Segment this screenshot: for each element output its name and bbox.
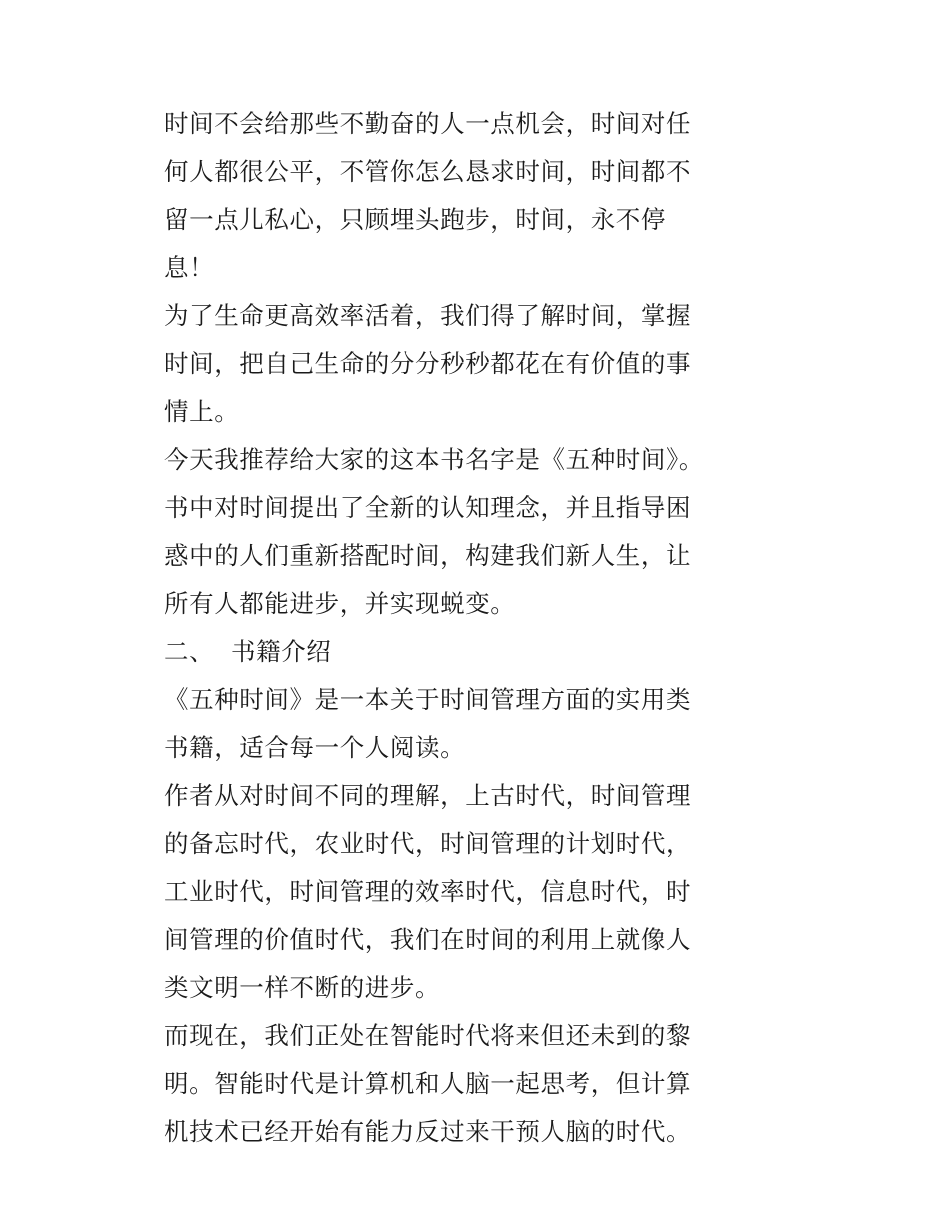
paragraph-book-summary: 《五种时间》是一本关于时间管理方面的实用类书籍，适合每一个人阅读。 <box>164 685 692 762</box>
section-heading-book-intro: 二、 书籍介绍 <box>164 637 332 666</box>
paragraph-book-recommendation: 今天我推荐给大家的这本书名字是《五种时间》。书中对时间提出了全新的认知理念，并且指导困惑中的人们重新搭配时间，构建我们新人生，让所有人都能进步，并实现蜕变。 <box>164 445 704 618</box>
paragraph-live-efficiently: 为了生命更高效率活着，我们得了解时间，掌握时间，把自己生命的分分秒秒都花在有价值的事情上。 <box>164 301 692 426</box>
paragraph-time-fairness: 时间不会给那些不勤奋的人一点机会，时间对任何人都很公平，不管你怎么恳求时间，时间都不留一点儿私心，只顾埋头跑步，时间，永不停息！ <box>164 109 692 282</box>
paragraph-time-eras: 作者从对时间不同的理解，上古时代，时间管理的备忘时代，农业时代，时间管理的计划时代，工业时代，时间管理的效率时代，信息时代，时间管理的价值时代，我们在时间的利用上就像人类文明一样不断的进步。 <box>164 781 692 1002</box>
document-body <box>164 100 712 1156</box>
paragraph-intelligent-era: 而现在，我们正处在智能时代将来但还未到的黎明。智能时代是计算机和人脑一起思考，但计算机技术已经开始有能力反过来干预人脑的时代。 <box>164 1021 692 1146</box>
